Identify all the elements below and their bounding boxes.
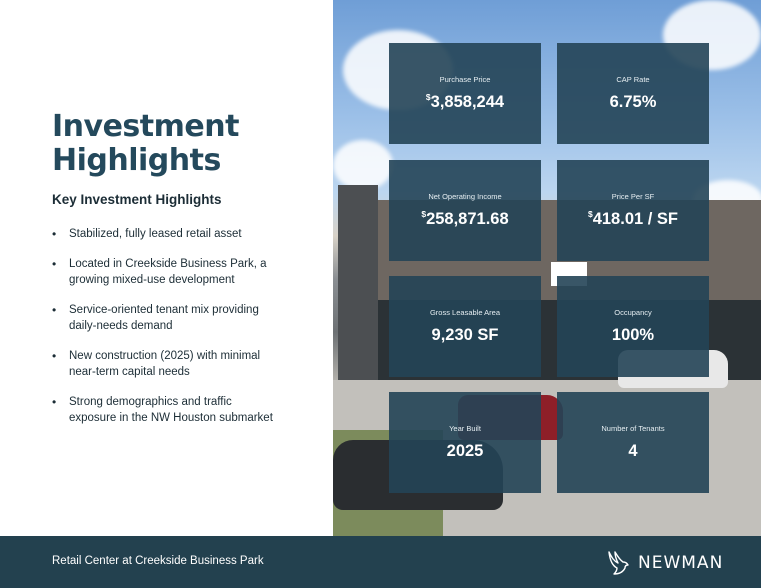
list-item-line: Stabilized, fully leased retail asset: [69, 228, 242, 240]
title-line-1: Investment: [52, 109, 239, 144]
metric-label: Gross Leasable Area: [429, 308, 501, 317]
metric-value: 2025: [446, 442, 484, 460]
list-item: [52, 348, 312, 380]
currency-symbol: $: [587, 209, 593, 219]
metric-value: 4: [628, 442, 638, 460]
metric-card-cap-rate: [557, 43, 709, 144]
metric-label: Purchase Price: [439, 75, 491, 84]
metric-number: 3,858,244: [430, 93, 505, 111]
metric-card-price-per-sf: [557, 160, 709, 261]
metric-number: 258,871.68: [426, 210, 509, 228]
metric-value: [426, 93, 504, 112]
metric-value: 9,230 SF: [431, 326, 499, 344]
metric-card-year-built: [389, 392, 541, 493]
metric-label: Net Operating Income: [428, 192, 502, 201]
metric-card-noi: [389, 160, 541, 261]
metric-label: Number of Tenants: [601, 424, 665, 433]
footer-bar: [0, 536, 761, 588]
section-subtitle: Key Investment Highlights: [52, 192, 222, 207]
metric-number: 418.01 / SF: [592, 210, 679, 228]
page-title: [52, 110, 239, 178]
metric-label: Year Built: [449, 424, 481, 433]
list-item-line: New construction (2025) with minimal: [69, 350, 261, 362]
list-item-line: daily-needs demand: [69, 320, 173, 332]
metric-value: [588, 210, 678, 229]
list-item: [52, 394, 312, 426]
bird-logo-icon: [606, 550, 630, 576]
list-item: [52, 302, 312, 334]
list-item: [52, 226, 312, 242]
property-name: Retail Center at Creekside Business Park: [52, 555, 264, 567]
metric-label: CAP Rate: [616, 75, 650, 84]
metric-card-tenants: [557, 392, 709, 493]
list-item-line: Service-oriented tenant mix providing: [69, 304, 259, 316]
metric-value: 6.75%: [609, 93, 657, 111]
metric-label: Occupancy: [614, 308, 652, 317]
brand-name: NEWMAN: [638, 553, 724, 573]
metric-value: 100%: [611, 326, 655, 344]
list-item-line: near-term capital needs: [69, 366, 190, 378]
list-item: [52, 256, 312, 288]
metric-value: [421, 210, 508, 229]
list-item-line: Located in Creekside Business Park, a: [69, 258, 267, 270]
brand-logo: [606, 550, 723, 576]
list-item-line: growing mixed-use development: [69, 274, 235, 286]
metric-card-gla: [389, 276, 541, 377]
currency-symbol: $: [421, 209, 427, 219]
metric-label: Price Per SF: [611, 192, 655, 201]
cloud-shape: [333, 140, 393, 190]
list-item-line: Strong demographics and traffic: [69, 396, 232, 408]
title-line-2: Highlights: [52, 143, 221, 178]
highlights-list: [52, 226, 312, 440]
metric-card-occupancy: [557, 276, 709, 377]
left-panel: [0, 0, 333, 536]
list-item-line: exposure in the NW Houston submarket: [69, 412, 273, 424]
currency-symbol: $: [425, 92, 431, 102]
metric-card-purchase-price: [389, 43, 541, 144]
